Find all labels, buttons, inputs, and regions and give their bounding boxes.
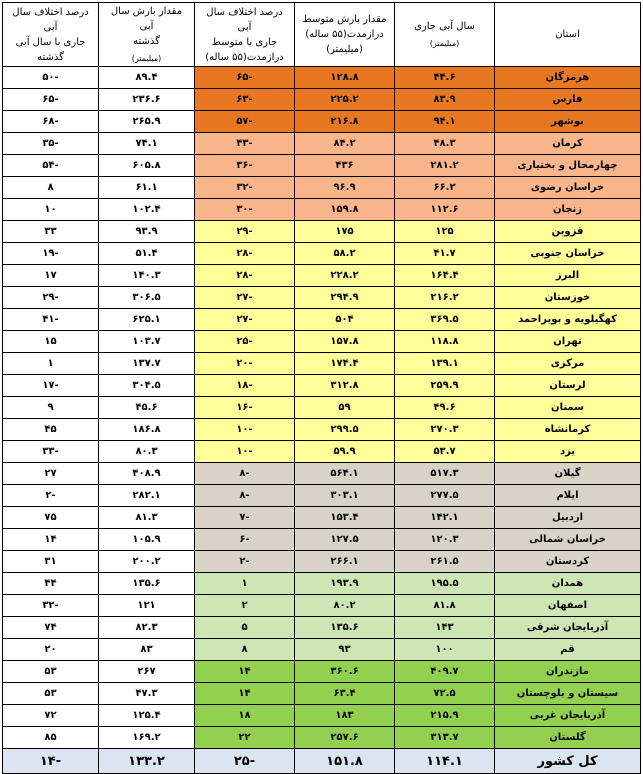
cell-province: گلستان <box>495 727 641 749</box>
table-row <box>3 221 641 243</box>
cell-last-year: ۶۲۵.۱ <box>99 309 195 331</box>
cell-current: ۴۴.۶ <box>395 67 495 89</box>
cell-last-year: ۱۲۵.۴ <box>99 705 195 727</box>
table-row <box>3 309 641 331</box>
header-last-year: مقدار بارش سال آبی گذشته (میلیمتر) <box>99 3 195 67</box>
cell-last-year: ۸۱.۳ <box>99 507 195 529</box>
cell-diff-longterm: -۴۳ <box>195 133 295 155</box>
cell-province: بوشهر <box>495 111 641 133</box>
cell-last-year: ۴۷.۳ <box>99 683 195 705</box>
cell-province: چهارمحال و بختیاری <box>495 155 641 177</box>
cell-last-year: ۶۰۵.۸ <box>99 155 195 177</box>
cell-province: اردبیل <box>495 507 641 529</box>
cell-longterm: ۸۴.۲ <box>295 133 395 155</box>
cell-current: ۳۱۳.۷ <box>395 727 495 749</box>
table-row <box>3 573 641 595</box>
table-row <box>3 727 641 749</box>
cell-diff-longterm: -۱۶ <box>195 397 295 419</box>
total-longterm: ۱۵۱.۸ <box>295 749 395 774</box>
cell-last-year: ۱۰۲.۴ <box>99 199 195 221</box>
cell-current: ۲۷۷.۵ <box>395 485 495 507</box>
table-row <box>3 485 641 507</box>
cell-diff-last-year: ۲۷ <box>3 463 99 485</box>
cell-diff-longterm: -۳۲ <box>195 177 295 199</box>
cell-longterm: ۹۶.۹ <box>295 177 395 199</box>
total-last-year: ۱۳۳.۲ <box>99 749 195 774</box>
cell-diff-longterm: -۲۷ <box>195 309 295 331</box>
cell-last-year: ۱۲۱ <box>99 595 195 617</box>
cell-longterm: ۱۹۳.۹ <box>295 573 395 595</box>
cell-longterm: ۵۶۴.۱ <box>295 463 395 485</box>
cell-longterm: ۲۲۵.۲ <box>295 89 395 111</box>
cell-diff-last-year: ۳۳ <box>3 221 99 243</box>
cell-longterm: ۳۱۲.۸ <box>295 375 395 397</box>
cell-last-year: ۴۵.۶ <box>99 397 195 419</box>
cell-province: فارس <box>495 89 641 111</box>
cell-diff-longterm: ۲۲ <box>195 727 295 749</box>
cell-current: ۱۲۵ <box>395 221 495 243</box>
cell-diff-last-year: ۵۳ <box>3 661 99 683</box>
cell-last-year: ۸۳ <box>99 639 195 661</box>
cell-longterm: ۱۵۷.۸ <box>295 331 395 353</box>
rainfall-table <box>2 2 641 774</box>
header-province: استان <box>495 3 641 67</box>
cell-diff-last-year: ۸۵ <box>3 727 99 749</box>
cell-diff-longterm: ۲ <box>195 595 295 617</box>
cell-province: قم <box>495 639 641 661</box>
cell-diff-last-year: -۴۱ <box>3 309 99 331</box>
cell-last-year: ۳۰۴.۵ <box>99 375 195 397</box>
cell-province: خراسان شمالی <box>495 529 641 551</box>
cell-longterm: ۲۹۴.۹ <box>295 287 395 309</box>
cell-diff-longterm: -۸ <box>195 463 295 485</box>
cell-last-year: ۱۰۵.۹ <box>99 529 195 551</box>
cell-current: ۸۱.۸ <box>395 595 495 617</box>
cell-diff-last-year: ۱۵ <box>3 331 99 353</box>
cell-diff-last-year: ۱۰ <box>3 199 99 221</box>
rainfall-table-container <box>2 2 640 769</box>
cell-last-year: ۵۱.۴ <box>99 243 195 265</box>
table-body <box>3 67 641 749</box>
cell-province: سمنان <box>495 397 641 419</box>
cell-diff-longterm: -۲۸ <box>195 265 295 287</box>
cell-province: خراسان رضوی <box>495 177 641 199</box>
cell-longterm: ۱۲۷.۵ <box>295 529 395 551</box>
cell-province: مرکزی <box>495 353 641 375</box>
cell-diff-last-year: -۳۵ <box>3 133 99 155</box>
cell-province: سیستان و بلوچستان <box>495 683 641 705</box>
cell-longterm: ۴۳۶ <box>295 155 395 177</box>
table-row <box>3 639 641 661</box>
cell-last-year: ۲۶۷ <box>99 661 195 683</box>
cell-diff-longterm: -۲ <box>195 551 295 573</box>
cell-current: ۲۵۹.۹ <box>395 375 495 397</box>
cell-last-year: ۱۰۳.۷ <box>99 331 195 353</box>
cell-current: ۴۸.۳ <box>395 133 495 155</box>
cell-diff-last-year: ۸ <box>3 177 99 199</box>
cell-longterm: ۱۳۵.۶ <box>295 617 395 639</box>
cell-last-year: ۲۶۵.۹ <box>99 111 195 133</box>
total-diff-last-year: -۱۴ <box>3 749 99 774</box>
cell-longterm: ۵۹.۹ <box>295 441 395 463</box>
cell-last-year: ۸۹.۴ <box>99 67 195 89</box>
header-diff-last-year: درصد اختلاف سال آبی جاری با سال آبی گذشته <box>3 3 99 67</box>
table-row <box>3 551 641 573</box>
table-row <box>3 661 641 683</box>
cell-province: همدان <box>495 573 641 595</box>
table-row <box>3 683 641 705</box>
cell-diff-longterm: -۲۸ <box>195 243 295 265</box>
cell-province: خراسان جنوبی <box>495 243 641 265</box>
cell-longterm: ۹۳ <box>295 639 395 661</box>
cell-diff-longterm: -۱۰ <box>195 419 295 441</box>
table-row <box>3 89 641 111</box>
cell-current: ۲۱۶.۲ <box>395 287 495 309</box>
cell-province: تهران <box>495 331 641 353</box>
cell-diff-longterm: -۷ <box>195 507 295 529</box>
table-row <box>3 331 641 353</box>
cell-diff-longterm: ۱ <box>195 573 295 595</box>
cell-diff-last-year: ۵۳ <box>3 683 99 705</box>
cell-current: ۴۱.۷ <box>395 243 495 265</box>
cell-longterm: ۸۰.۲ <box>295 595 395 617</box>
cell-diff-longterm: -۲۷ <box>195 287 295 309</box>
cell-province: مازندران <box>495 661 641 683</box>
cell-longterm: ۲۶۶.۱ <box>295 551 395 573</box>
cell-last-year: ۲۸۲.۱ <box>99 485 195 507</box>
cell-diff-last-year: -۳۳ <box>3 441 99 463</box>
table-row <box>3 353 641 375</box>
cell-diff-longterm: -۳۶ <box>195 155 295 177</box>
cell-province: البرز <box>495 265 641 287</box>
cell-province: یزد <box>495 441 641 463</box>
cell-last-year: ۱۳۷.۷ <box>99 353 195 375</box>
cell-current: ۴۹.۶ <box>395 397 495 419</box>
cell-diff-longterm: -۵۷ <box>195 111 295 133</box>
table-row <box>3 177 641 199</box>
cell-diff-longterm: -۶۳ <box>195 89 295 111</box>
cell-province: کهگیلویه و بویراحمد <box>495 309 641 331</box>
cell-longterm: ۱۵۳.۴ <box>295 507 395 529</box>
cell-diff-last-year: ۷۵ <box>3 507 99 529</box>
table-row <box>3 287 641 309</box>
cell-province: آذربایجان شرقی <box>495 617 641 639</box>
cell-current: ۲۱۵.۹ <box>395 705 495 727</box>
cell-longterm: ۱۷۴.۴ <box>295 353 395 375</box>
cell-province: هرمزگان <box>495 67 641 89</box>
table-row <box>3 67 641 89</box>
cell-province: زنجان <box>495 199 641 221</box>
cell-current: ۲۶۱.۵ <box>395 551 495 573</box>
cell-last-year: ۱۴۰.۳ <box>99 265 195 287</box>
table-row <box>3 133 641 155</box>
cell-current: ۶۶.۲ <box>395 177 495 199</box>
cell-diff-longterm: -۸ <box>195 485 295 507</box>
cell-longterm: ۶۳.۴ <box>295 683 395 705</box>
cell-last-year: ۲۳۶.۶ <box>99 89 195 111</box>
cell-province: اصفهان <box>495 595 641 617</box>
cell-longterm: ۳۶۰.۶ <box>295 661 395 683</box>
cell-current: ۸۳.۹ <box>395 89 495 111</box>
table-row <box>3 199 641 221</box>
cell-diff-last-year: ۴۵ <box>3 419 99 441</box>
table-row <box>3 265 641 287</box>
cell-longterm: ۱۲۸.۸ <box>295 67 395 89</box>
cell-diff-longterm: -۲۹ <box>195 221 295 243</box>
cell-diff-longterm: -۱۸ <box>195 375 295 397</box>
cell-diff-last-year: -۵۰ <box>3 67 99 89</box>
cell-last-year: ۴۰۸.۹ <box>99 463 195 485</box>
cell-current: ۳۶۹.۵ <box>395 309 495 331</box>
cell-current: ۲۸۱.۲ <box>395 155 495 177</box>
table-row <box>3 705 641 727</box>
cell-current: ۱۳۹.۱ <box>395 353 495 375</box>
cell-longterm: ۲۲۸.۲ <box>295 265 395 287</box>
cell-diff-longterm: -۳۰ <box>195 199 295 221</box>
cell-diff-longterm: -۶ <box>195 529 295 551</box>
cell-province: قزوین <box>495 221 641 243</box>
table-row <box>3 419 641 441</box>
cell-longterm: ۱۸۳ <box>295 705 395 727</box>
cell-province: کرمانشاه <box>495 419 641 441</box>
cell-diff-longterm: -۱۰ <box>195 441 295 463</box>
cell-province: کرمان <box>495 133 641 155</box>
cell-province: گیلان <box>495 463 641 485</box>
cell-current: ۱۱۸.۸ <box>395 331 495 353</box>
cell-last-year: ۸۰.۳ <box>99 441 195 463</box>
cell-longterm: ۱۵۹.۸ <box>295 199 395 221</box>
cell-province: ایلام <box>495 485 641 507</box>
table-row <box>3 243 641 265</box>
total-label: کل کشور <box>495 749 641 774</box>
cell-last-year: ۲۰۰.۲ <box>99 551 195 573</box>
cell-current: ۱۴۳ <box>395 617 495 639</box>
cell-current: ۱۲۰.۳ <box>395 529 495 551</box>
cell-province: کردستان <box>495 551 641 573</box>
header-row <box>3 3 641 67</box>
cell-diff-longterm: ۸ <box>195 639 295 661</box>
cell-diff-last-year: ۳۱ <box>3 551 99 573</box>
total-row <box>3 749 641 774</box>
cell-current: ۷۲.۵ <box>395 683 495 705</box>
cell-longterm: ۵۸.۲ <box>295 243 395 265</box>
cell-diff-last-year: ۷۲ <box>3 705 99 727</box>
total-diff-longterm: -۲۵ <box>195 749 295 774</box>
cell-longterm: ۵۹ <box>295 397 395 419</box>
cell-current: ۲۷۰.۳ <box>395 419 495 441</box>
cell-current: ۱۶۴.۴ <box>395 265 495 287</box>
cell-province: لرستان <box>495 375 641 397</box>
total-current: ۱۱۴.۱ <box>395 749 495 774</box>
header-diff-longterm: درصد اختلاف سال آبی جاری با متوسط درازمدت(۵۵ ساله) <box>195 3 295 67</box>
cell-current: ۹۴.۱ <box>395 111 495 133</box>
header-longterm-average: مقدار بارش متوسط درازمدت(۵۵ ساله) (میلیمتر) <box>295 3 395 67</box>
cell-province: خوزستان <box>495 287 641 309</box>
cell-diff-last-year: -۶۸ <box>3 111 99 133</box>
table-row <box>3 507 641 529</box>
cell-diff-last-year: ۴۴ <box>3 573 99 595</box>
cell-current: ۱۴۲.۱ <box>395 507 495 529</box>
cell-last-year: ۱۶۹.۲ <box>99 727 195 749</box>
cell-longterm: ۲۵۷.۶ <box>295 727 395 749</box>
cell-diff-last-year: ۱۴ <box>3 529 99 551</box>
cell-diff-last-year: -۶۵ <box>3 89 99 111</box>
cell-last-year: ۱۳۵.۶ <box>99 573 195 595</box>
cell-last-year: ۸۲.۳ <box>99 617 195 639</box>
cell-last-year: ۳۰۶.۵ <box>99 287 195 309</box>
cell-last-year: ۶۱.۱ <box>99 177 195 199</box>
cell-diff-longterm: ۱۴ <box>195 683 295 705</box>
cell-diff-last-year: -۳۲ <box>3 595 99 617</box>
cell-province: آذربایجان غربی <box>495 705 641 727</box>
cell-last-year: ۹۳.۹ <box>99 221 195 243</box>
cell-current: ۴۰۹.۷ <box>395 661 495 683</box>
cell-longterm: ۳۰۳.۱ <box>295 485 395 507</box>
table-row <box>3 595 641 617</box>
table-row <box>3 441 641 463</box>
cell-current: ۱۱۲.۶ <box>395 199 495 221</box>
cell-longterm: ۲۱۶.۸ <box>295 111 395 133</box>
cell-longterm: ۲۹۹.۵ <box>295 419 395 441</box>
header-current-year: سال آبی جاری (میلیمتر) <box>395 3 495 67</box>
cell-diff-longterm: -۲۵ <box>195 331 295 353</box>
cell-current: ۵۱۷.۳ <box>395 463 495 485</box>
cell-diff-last-year: ۱۷ <box>3 265 99 287</box>
table-row <box>3 375 641 397</box>
table-row <box>3 463 641 485</box>
cell-diff-last-year: -۲ <box>3 485 99 507</box>
cell-longterm: ۱۷۵ <box>295 221 395 243</box>
table-row <box>3 155 641 177</box>
table-row <box>3 617 641 639</box>
table-row <box>3 111 641 133</box>
cell-current: ۱۹۵.۵ <box>395 573 495 595</box>
cell-diff-longterm: -۶۵ <box>195 67 295 89</box>
cell-diff-longterm: ۱۴ <box>195 661 295 683</box>
cell-current: ۵۳.۷ <box>395 441 495 463</box>
cell-diff-last-year: ۱ <box>3 353 99 375</box>
cell-diff-last-year: -۱۷ <box>3 375 99 397</box>
table-row <box>3 397 641 419</box>
cell-diff-last-year: -۲۹ <box>3 287 99 309</box>
cell-diff-last-year: ۲۰ <box>3 639 99 661</box>
cell-diff-last-year: ۹ <box>3 397 99 419</box>
cell-diff-last-year: -۱۹ <box>3 243 99 265</box>
cell-diff-last-year: -۵۴ <box>3 155 99 177</box>
cell-diff-longterm: ۵ <box>195 617 295 639</box>
cell-diff-longterm: ۱۸ <box>195 705 295 727</box>
cell-diff-longterm: -۲۰ <box>195 353 295 375</box>
cell-last-year: ۱۸۶.۸ <box>99 419 195 441</box>
cell-longterm: ۵۰۴ <box>295 309 395 331</box>
table-row <box>3 529 641 551</box>
cell-diff-last-year: ۷۴ <box>3 617 99 639</box>
cell-last-year: ۷۴.۱ <box>99 133 195 155</box>
cell-current: ۱۰۰ <box>395 639 495 661</box>
